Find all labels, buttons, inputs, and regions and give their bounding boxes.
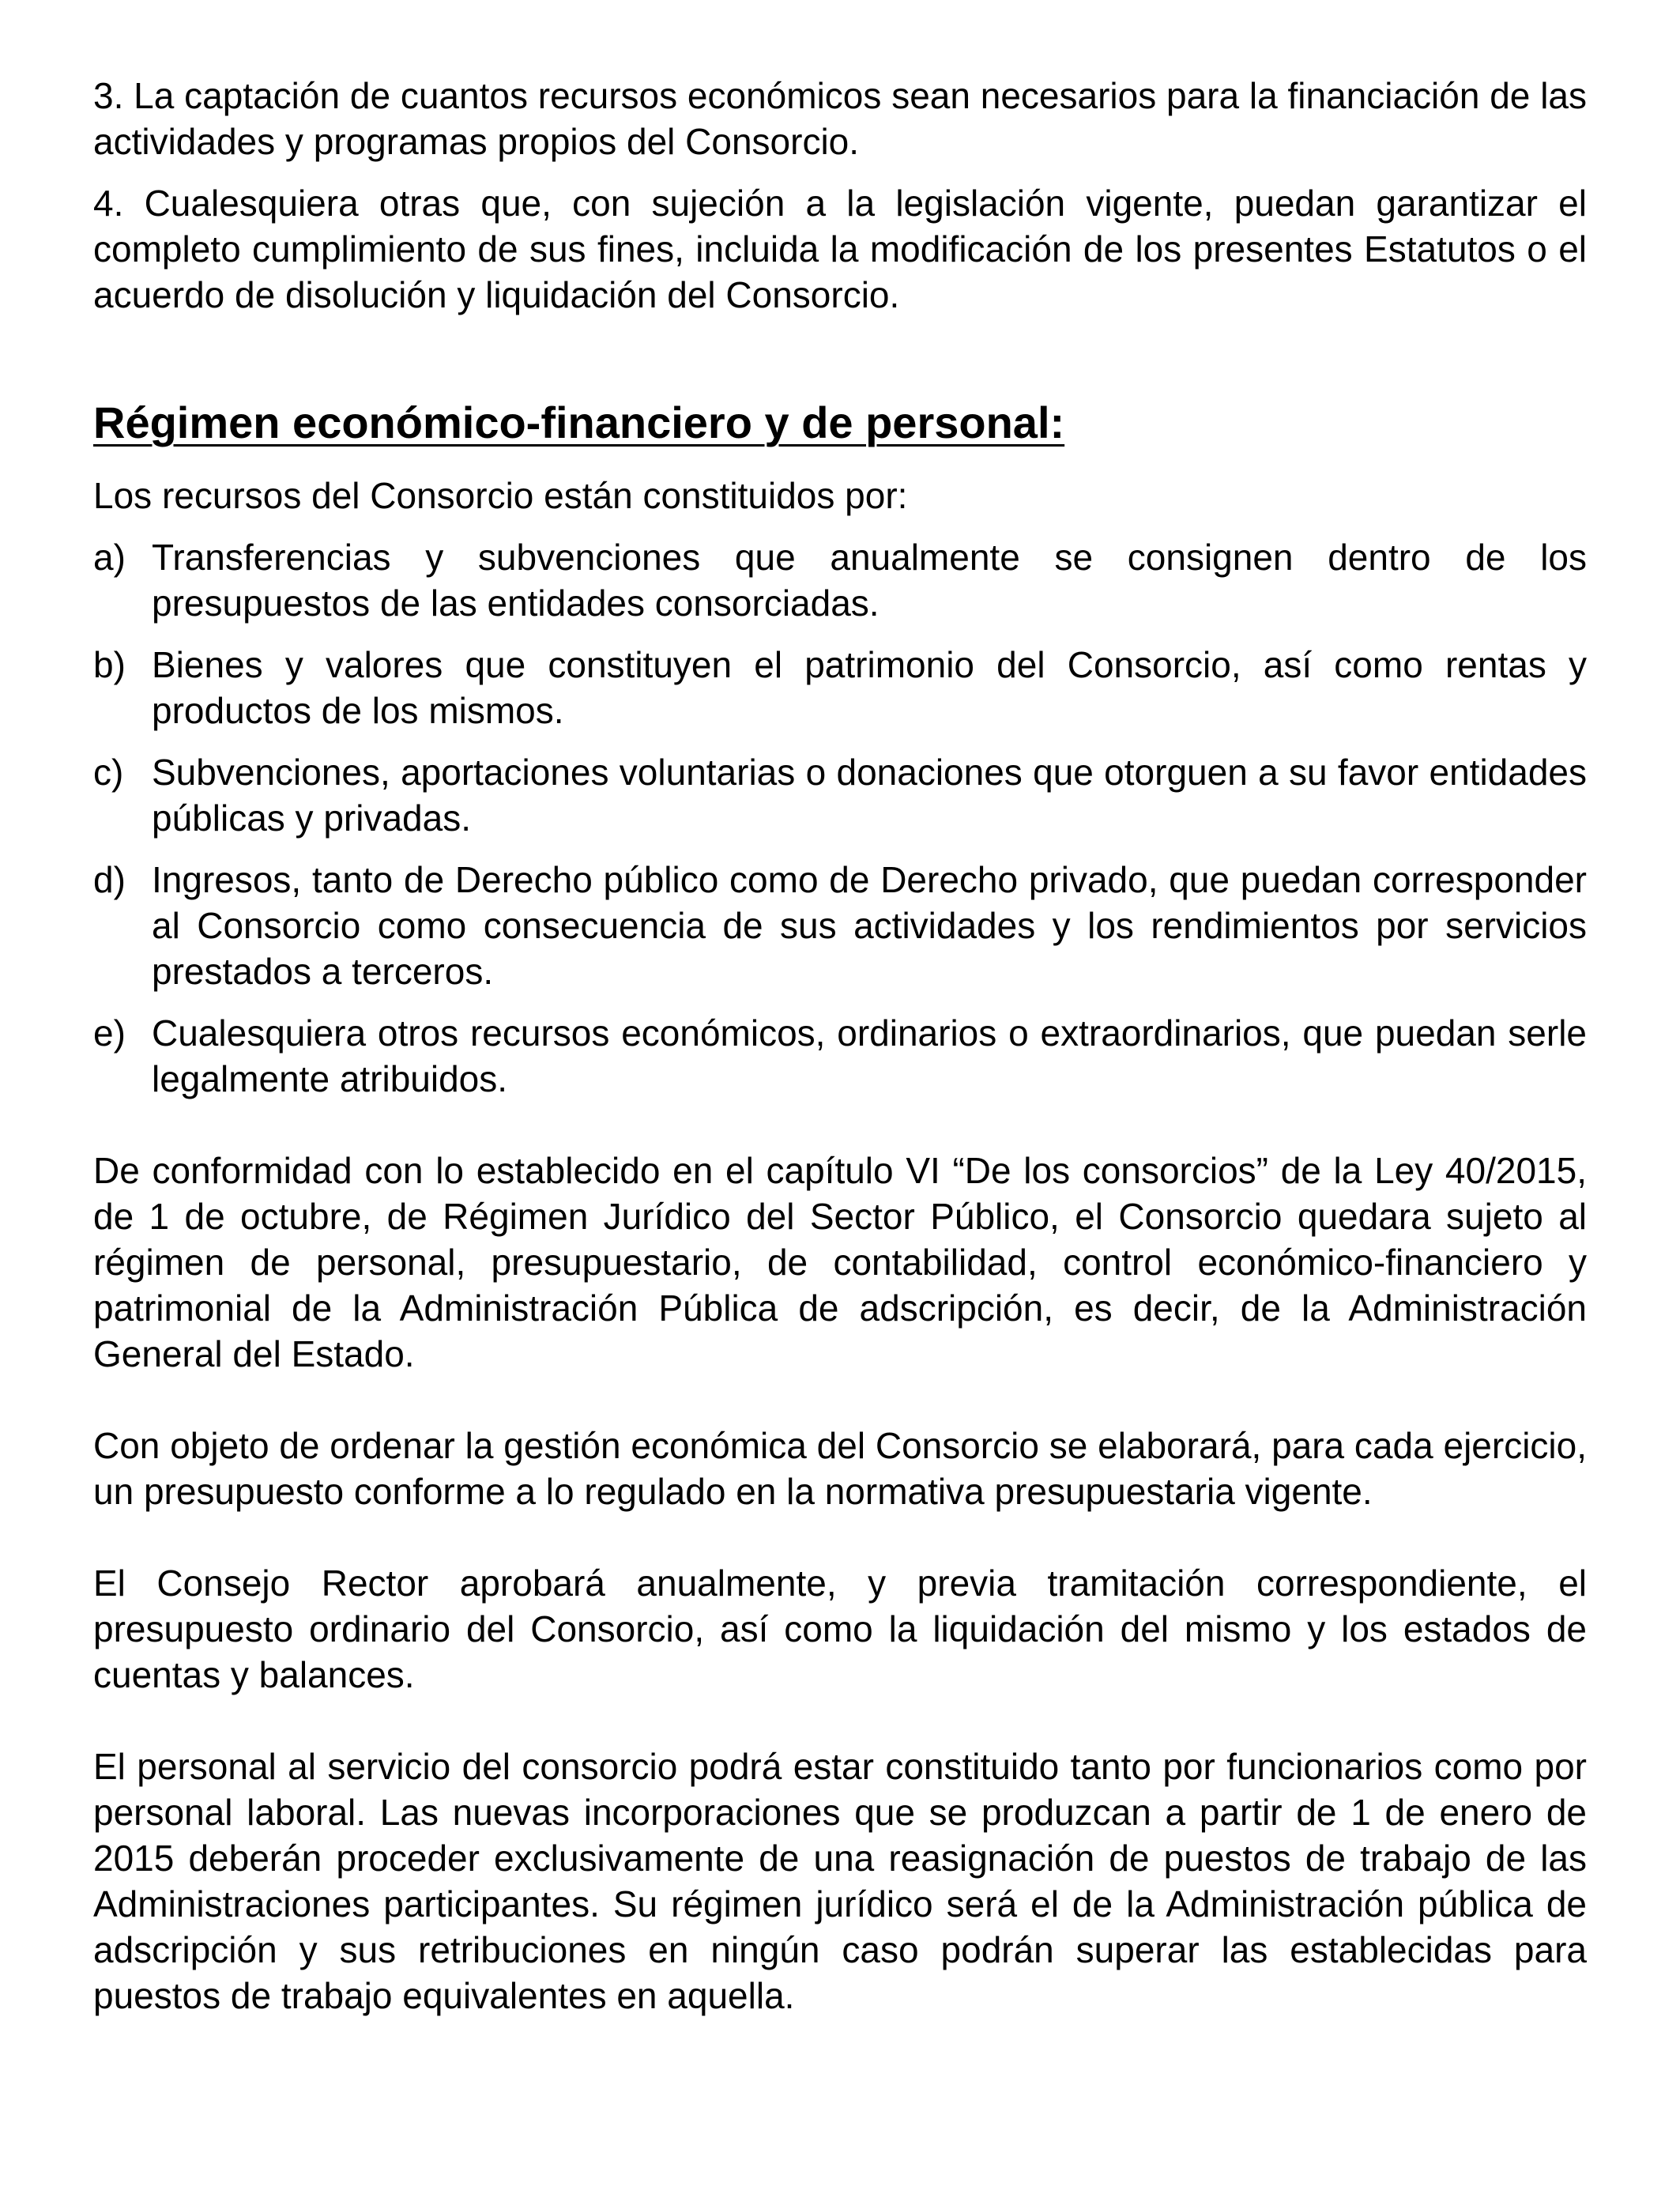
- intro-item-4: 4. Cualesquiera otras que, con sujeción a la legislación vigente, puedan garantizar el completo cumplimiento de sus fines, incluida la modificación de los presentes Estatutos o el acuerdo de disolución y liquidación del Consorcio.: [93, 183, 1587, 315]
- intro-item-3: 3. La captación de cuantos recursos económicos sean necesarios para la financiación de las actividades y programas propios del Consorcio.: [93, 75, 1587, 162]
- paragraph-personal: El personal al servicio del consorcio podrá estar constituido tanto por funcionarios como por personal laboral. Las nuevas incorporaciones que se produzcan a partir de 1 de enero de 2015 deberán proceder exclusivamente de una reasignación de puestos de trabajo de las Administraciones participantes. Su régimen jurídico será el de la Administración pública de adscripción y sus retribuciones en ningún caso podrán superar las establecidas para puestos de trabajo equivalentes en aquella.: [93, 1746, 1587, 2016]
- list-item: [93, 857, 1587, 994]
- paragraph-presupuesto: Con objeto de ordenar la gestión económica del Consorcio se elaborará, para cada ejercicio, un presupuesto conforme a lo regulado en la normativa presupuestaria vigente.: [93, 1425, 1587, 1512]
- list-item-text: Bienes y valores que constituyen el patrimonio del Consorcio, así como rentas y productos de los mismos.: [152, 644, 1587, 731]
- list-marker: a): [93, 537, 126, 578]
- list-marker: d): [93, 859, 126, 900]
- list-item-text: Transferencias y subvenciones que anualmente se consignen dentro de los presupuestos de las entidades consorciadas.: [152, 537, 1587, 624]
- list-item: [93, 749, 1587, 841]
- list-marker: b): [93, 644, 126, 685]
- list-marker: e): [93, 1012, 126, 1054]
- list-marker: c): [93, 752, 124, 793]
- list-item-text: Subvenciones, aportaciones voluntarias o donaciones que otorguen a su favor entidades públicas y privadas.: [152, 752, 1587, 839]
- paragraph-consejo-rector: El Consejo Rector aprobará anualmente, y previa tramitación correspondiente, el presupuesto ordinario del Consorcio, así como la liquidación del mismo y los estados de cuentas y balances.: [93, 1563, 1587, 1695]
- resources-list: [93, 534, 1587, 1102]
- document-page: [93, 73, 1587, 2019]
- list-item-text: Cualesquiera otros recursos económicos, ordinarios o extraordinarios, que puedan serle legalmente atribuidos.: [152, 1012, 1587, 1099]
- resources-intro: Los recursos del Consorcio están constituidos por:: [93, 475, 908, 516]
- paragraph-regimen-juridico: De conformidad con lo establecido en el capítulo VI “De los consorcios” de la Ley 40/2015, de 1 de octubre, de Régimen Jurídico del Sector Público, el Consorcio quedara sujeto al régimen de personal, presupuestario, de contabilidad, control económico-financiero y patrimonial de la Administración Pública de adscripción, es decir, de la Administración General del Estado.: [93, 1150, 1587, 1374]
- list-item: [93, 642, 1587, 733]
- list-item: [93, 534, 1587, 626]
- section-heading: Régimen económico-financiero y de personal:: [93, 398, 1065, 447]
- list-item: [93, 1010, 1587, 1102]
- list-item-text: Ingresos, tanto de Derecho público como de Derecho privado, que puedan corresponder al Consorcio como consecuencia de sus actividades y los rendimientos por servicios prestados a terceros.: [152, 859, 1587, 992]
